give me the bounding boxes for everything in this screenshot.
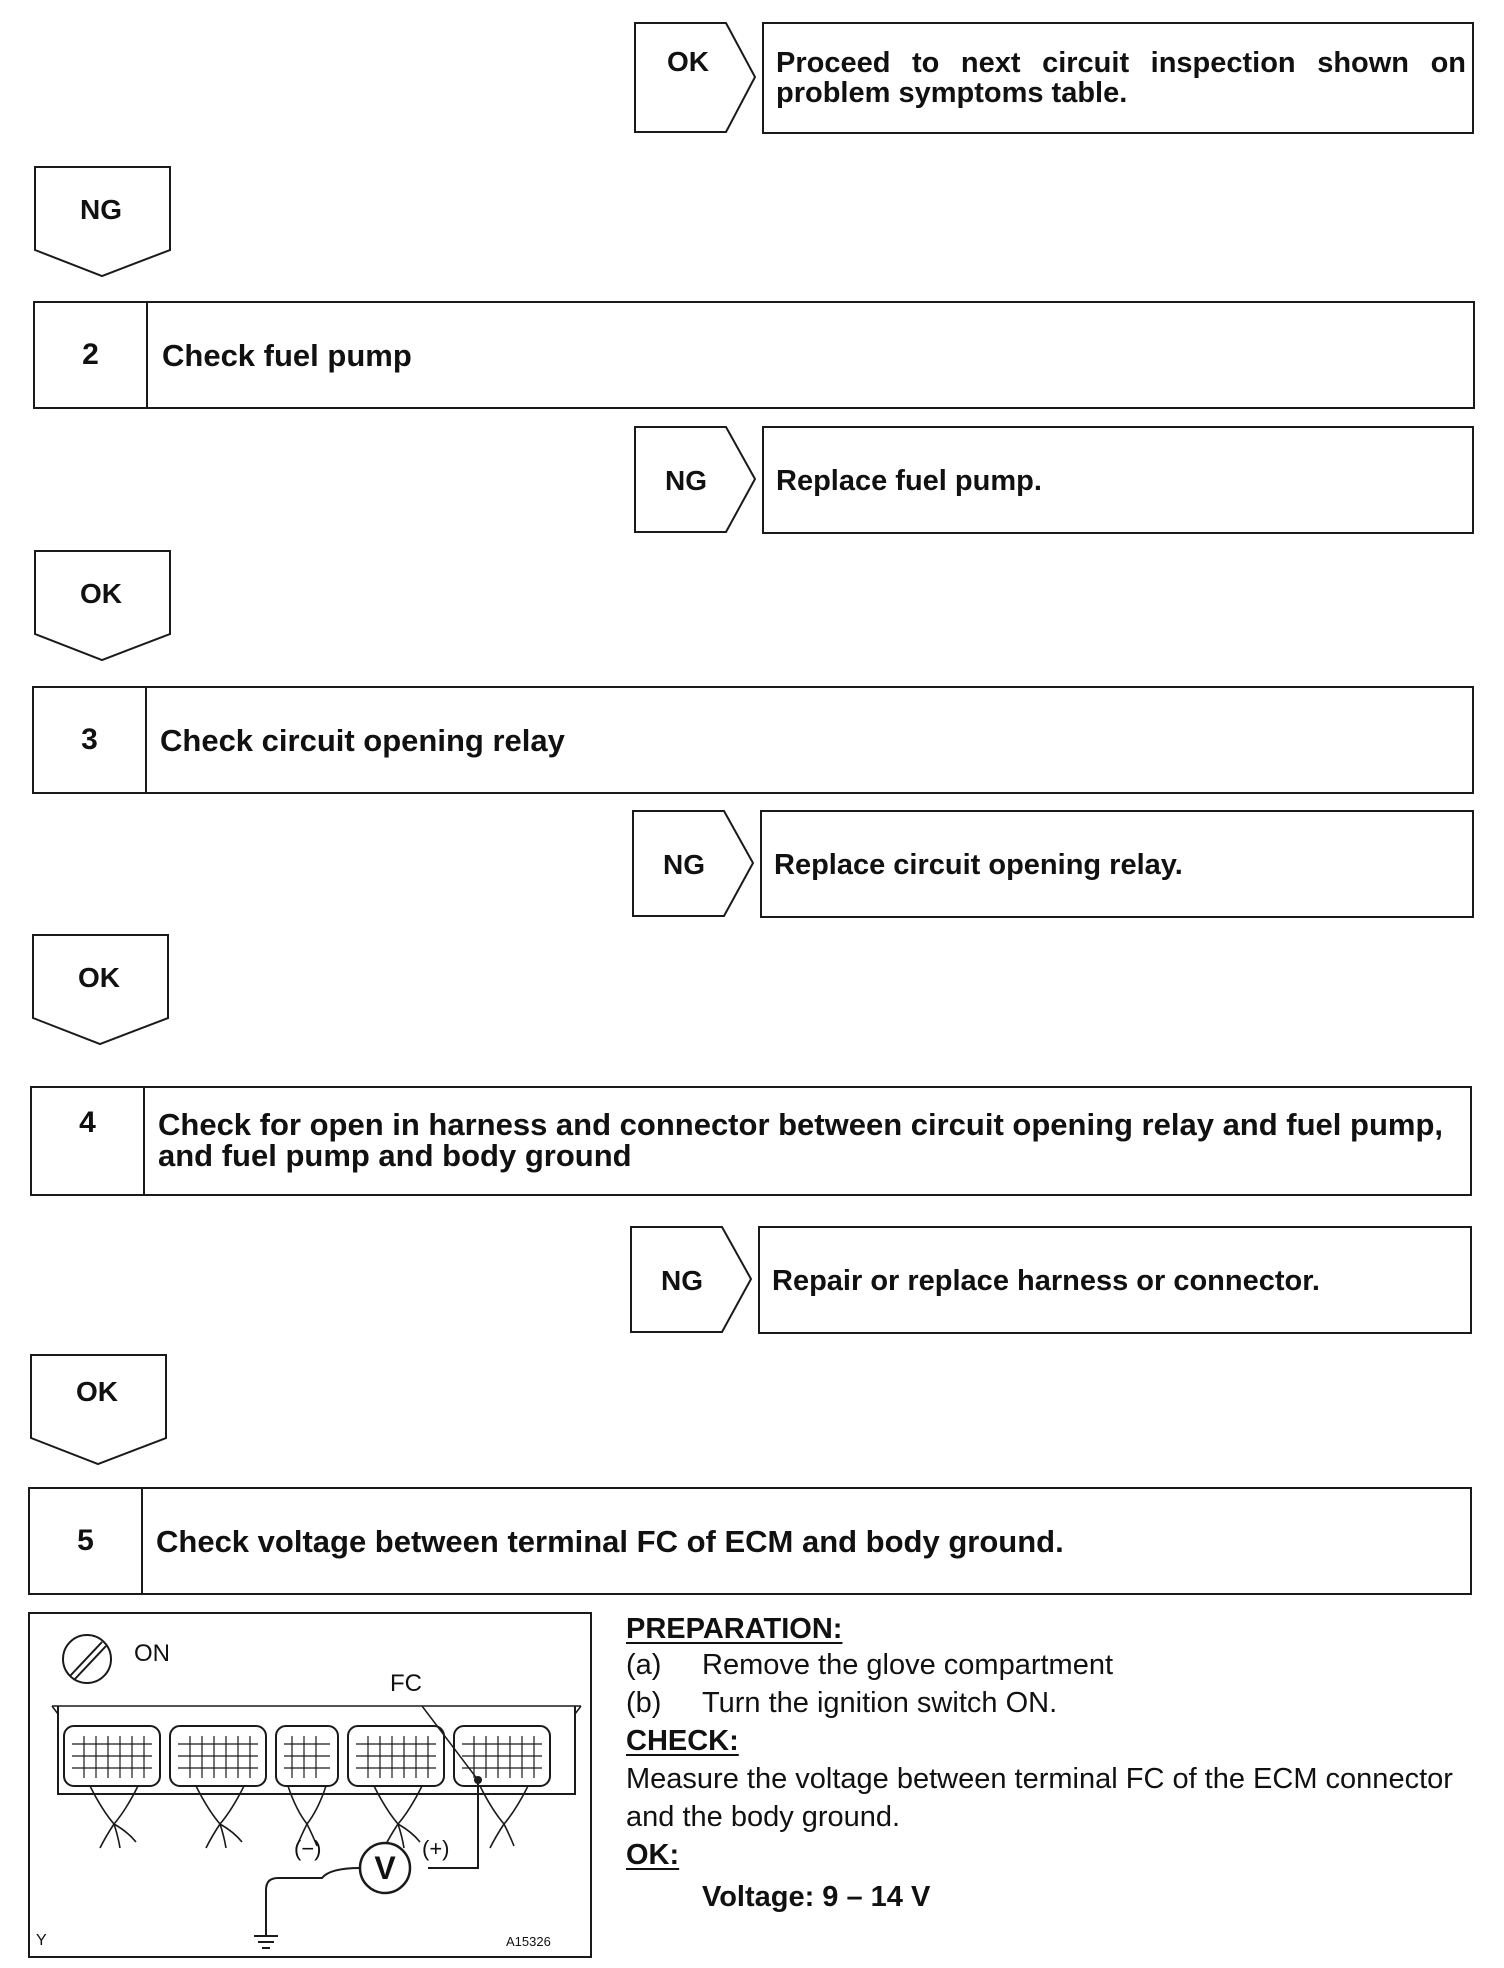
result-tag: NG bbox=[661, 1265, 703, 1296]
step-number: 5 bbox=[77, 1524, 94, 1557]
figure-id: A15326 bbox=[506, 1934, 551, 1949]
step-number: 3 bbox=[81, 723, 98, 756]
preparation-heading: PREPARATION: bbox=[626, 1613, 843, 1645]
result-tag: NG bbox=[665, 465, 707, 496]
plus-probe-label: (+) bbox=[422, 1836, 450, 1861]
step-title: Check circuit opening relay bbox=[160, 723, 565, 758]
step-a-label: (a) bbox=[626, 1649, 662, 1681]
step-title: Check voltage between terminal FC of ECM and body ground. bbox=[156, 1524, 1064, 1559]
result-text: Proceed to next circuit inspection shown on problem symptoms table. bbox=[776, 47, 1466, 109]
flow-down-arrow bbox=[30, 1354, 170, 1466]
ignition-on-label: ON bbox=[134, 1640, 170, 1667]
result-tag: OK bbox=[667, 46, 709, 77]
step-title: Check for open in harness and connector between circuit opening relay and fuel pump, and fuel pump and body ground bbox=[158, 1107, 1444, 1173]
ok-heading: OK: bbox=[626, 1839, 680, 1871]
step-b-label: (b) bbox=[626, 1687, 662, 1719]
flow-label: OK bbox=[78, 962, 120, 993]
corner-code: Y bbox=[36, 1932, 47, 1949]
step-number: 2 bbox=[82, 338, 99, 371]
step-divider bbox=[146, 301, 148, 409]
step-b-text: Turn the ignition switch ON. bbox=[702, 1687, 1058, 1719]
ecm-connector-illustration bbox=[30, 1614, 590, 1956]
result-text: Replace circuit opening relay. bbox=[774, 849, 1183, 881]
voltmeter-symbol: V bbox=[374, 1850, 396, 1886]
ecm-diagram bbox=[28, 1612, 592, 1958]
flow-label: OK bbox=[80, 578, 122, 609]
check-heading: CHECK: bbox=[626, 1725, 739, 1757]
flow-label: OK bbox=[76, 1376, 118, 1407]
check-text: Measure the voltage between terminal FC of the ECM connector and the body ground. bbox=[626, 1763, 1453, 1833]
result-text: Replace fuel pump. bbox=[776, 465, 1042, 497]
flow-label: NG bbox=[80, 194, 122, 225]
ok-tag-arrow bbox=[634, 22, 764, 134]
terminal-fc-label: FC bbox=[390, 1670, 422, 1697]
step-a-text: Remove the glove compartment bbox=[702, 1649, 1114, 1681]
ok-voltage-value: Voltage: 9 – 14 V bbox=[702, 1881, 931, 1913]
result-text: Repair or replace harness or connector. bbox=[772, 1265, 1320, 1297]
step-divider bbox=[141, 1487, 143, 1595]
minus-probe-label: (−) bbox=[294, 1836, 322, 1861]
step-divider bbox=[143, 1086, 145, 1196]
step-title: Check fuel pump bbox=[162, 338, 412, 373]
step-divider bbox=[145, 686, 147, 794]
result-tag: NG bbox=[663, 849, 705, 880]
step-number: 4 bbox=[79, 1106, 96, 1139]
